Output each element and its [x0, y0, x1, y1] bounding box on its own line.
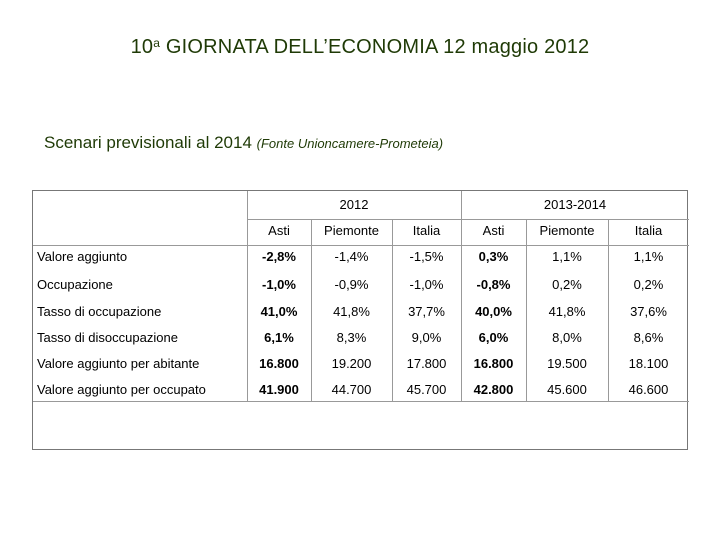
page-title [0, 36, 720, 59]
table-cell: 37,7% [408, 304, 445, 319]
table-cell: 41,0% [260, 304, 298, 319]
subtitle [44, 133, 443, 153]
table-divider [247, 219, 689, 220]
table-cell: 18.100 [628, 356, 669, 371]
column-header: Piemonte [539, 223, 595, 238]
table-cell: 45.700 [406, 382, 447, 397]
table-cell: 8,6% [633, 330, 664, 345]
table-cell: 1,1% [633, 249, 664, 264]
row-label: Occupazione [37, 277, 113, 292]
table-cell: -2,8% [262, 249, 296, 264]
table-cell: 6,0% [478, 330, 509, 345]
table-cell: 16.800 [259, 356, 299, 371]
subtitle-source: (Fonte Unioncamere-Prometeia) [256, 136, 444, 151]
table-cell: 8,0% [552, 330, 582, 345]
table-divider [33, 245, 689, 246]
table-cell: 17.800 [406, 356, 447, 371]
row-label: Valore aggiunto per occupato [37, 382, 206, 397]
table-cell: -0,9% [334, 277, 369, 292]
row-label: Tasso di disoccupazione [37, 330, 178, 345]
table-cell: 6,1% [264, 330, 294, 345]
column-header: Asti [268, 223, 290, 238]
column-header: Italia [634, 223, 663, 238]
table-cell: -1,0% [262, 277, 296, 292]
table-cell: 46.600 [628, 382, 669, 397]
table-cell: 19.500 [547, 356, 587, 371]
column-header: Piemonte [324, 223, 379, 238]
table-cell: 42.800 [473, 382, 514, 397]
title-number: 10 [130, 36, 154, 58]
table-cell: -1,5% [409, 249, 444, 264]
row-label: Valore aggiunto per abitante [37, 356, 200, 371]
table-cell: -1,4% [334, 249, 369, 264]
table-cell: 19.200 [331, 356, 372, 371]
subtitle-text: Scenari previsionali al 2014 [44, 133, 252, 152]
row-label: Valore aggiunto [37, 249, 128, 264]
table-cell: 1,1% [552, 249, 582, 264]
table-cell: 16.800 [473, 356, 514, 371]
table-cell: 44.700 [331, 382, 372, 397]
row-label: Tasso di occupazione [37, 304, 162, 319]
table-divider [33, 401, 689, 402]
table-cell: 0,2% [552, 277, 582, 292]
table-cell: 9,0% [411, 330, 442, 345]
column-header: Asti [482, 223, 505, 238]
table-cell: -0,8% [476, 277, 511, 292]
group-header: 2013-2014 [543, 197, 607, 212]
title-ordinal: a [153, 36, 161, 50]
table-cell: 0,3% [478, 249, 509, 264]
table-cell: 0,2% [633, 277, 664, 292]
group-header: 2012 [339, 197, 369, 212]
table-cell: 41,8% [333, 304, 370, 319]
column-header: Italia [412, 223, 441, 238]
table-cell: -1,0% [409, 277, 444, 292]
table-cell: 8,3% [336, 330, 367, 345]
table-cell: 41,8% [548, 304, 586, 319]
table-cell: 37,6% [630, 304, 667, 319]
forecast-table [32, 190, 688, 450]
table-cell: 40,0% [475, 304, 512, 319]
table-cell: 41.900 [259, 382, 299, 397]
title-text: GIORNATA DELL’ECONOMIA 12 maggio 2012 [160, 36, 590, 58]
table-cell: 45.600 [547, 382, 587, 397]
